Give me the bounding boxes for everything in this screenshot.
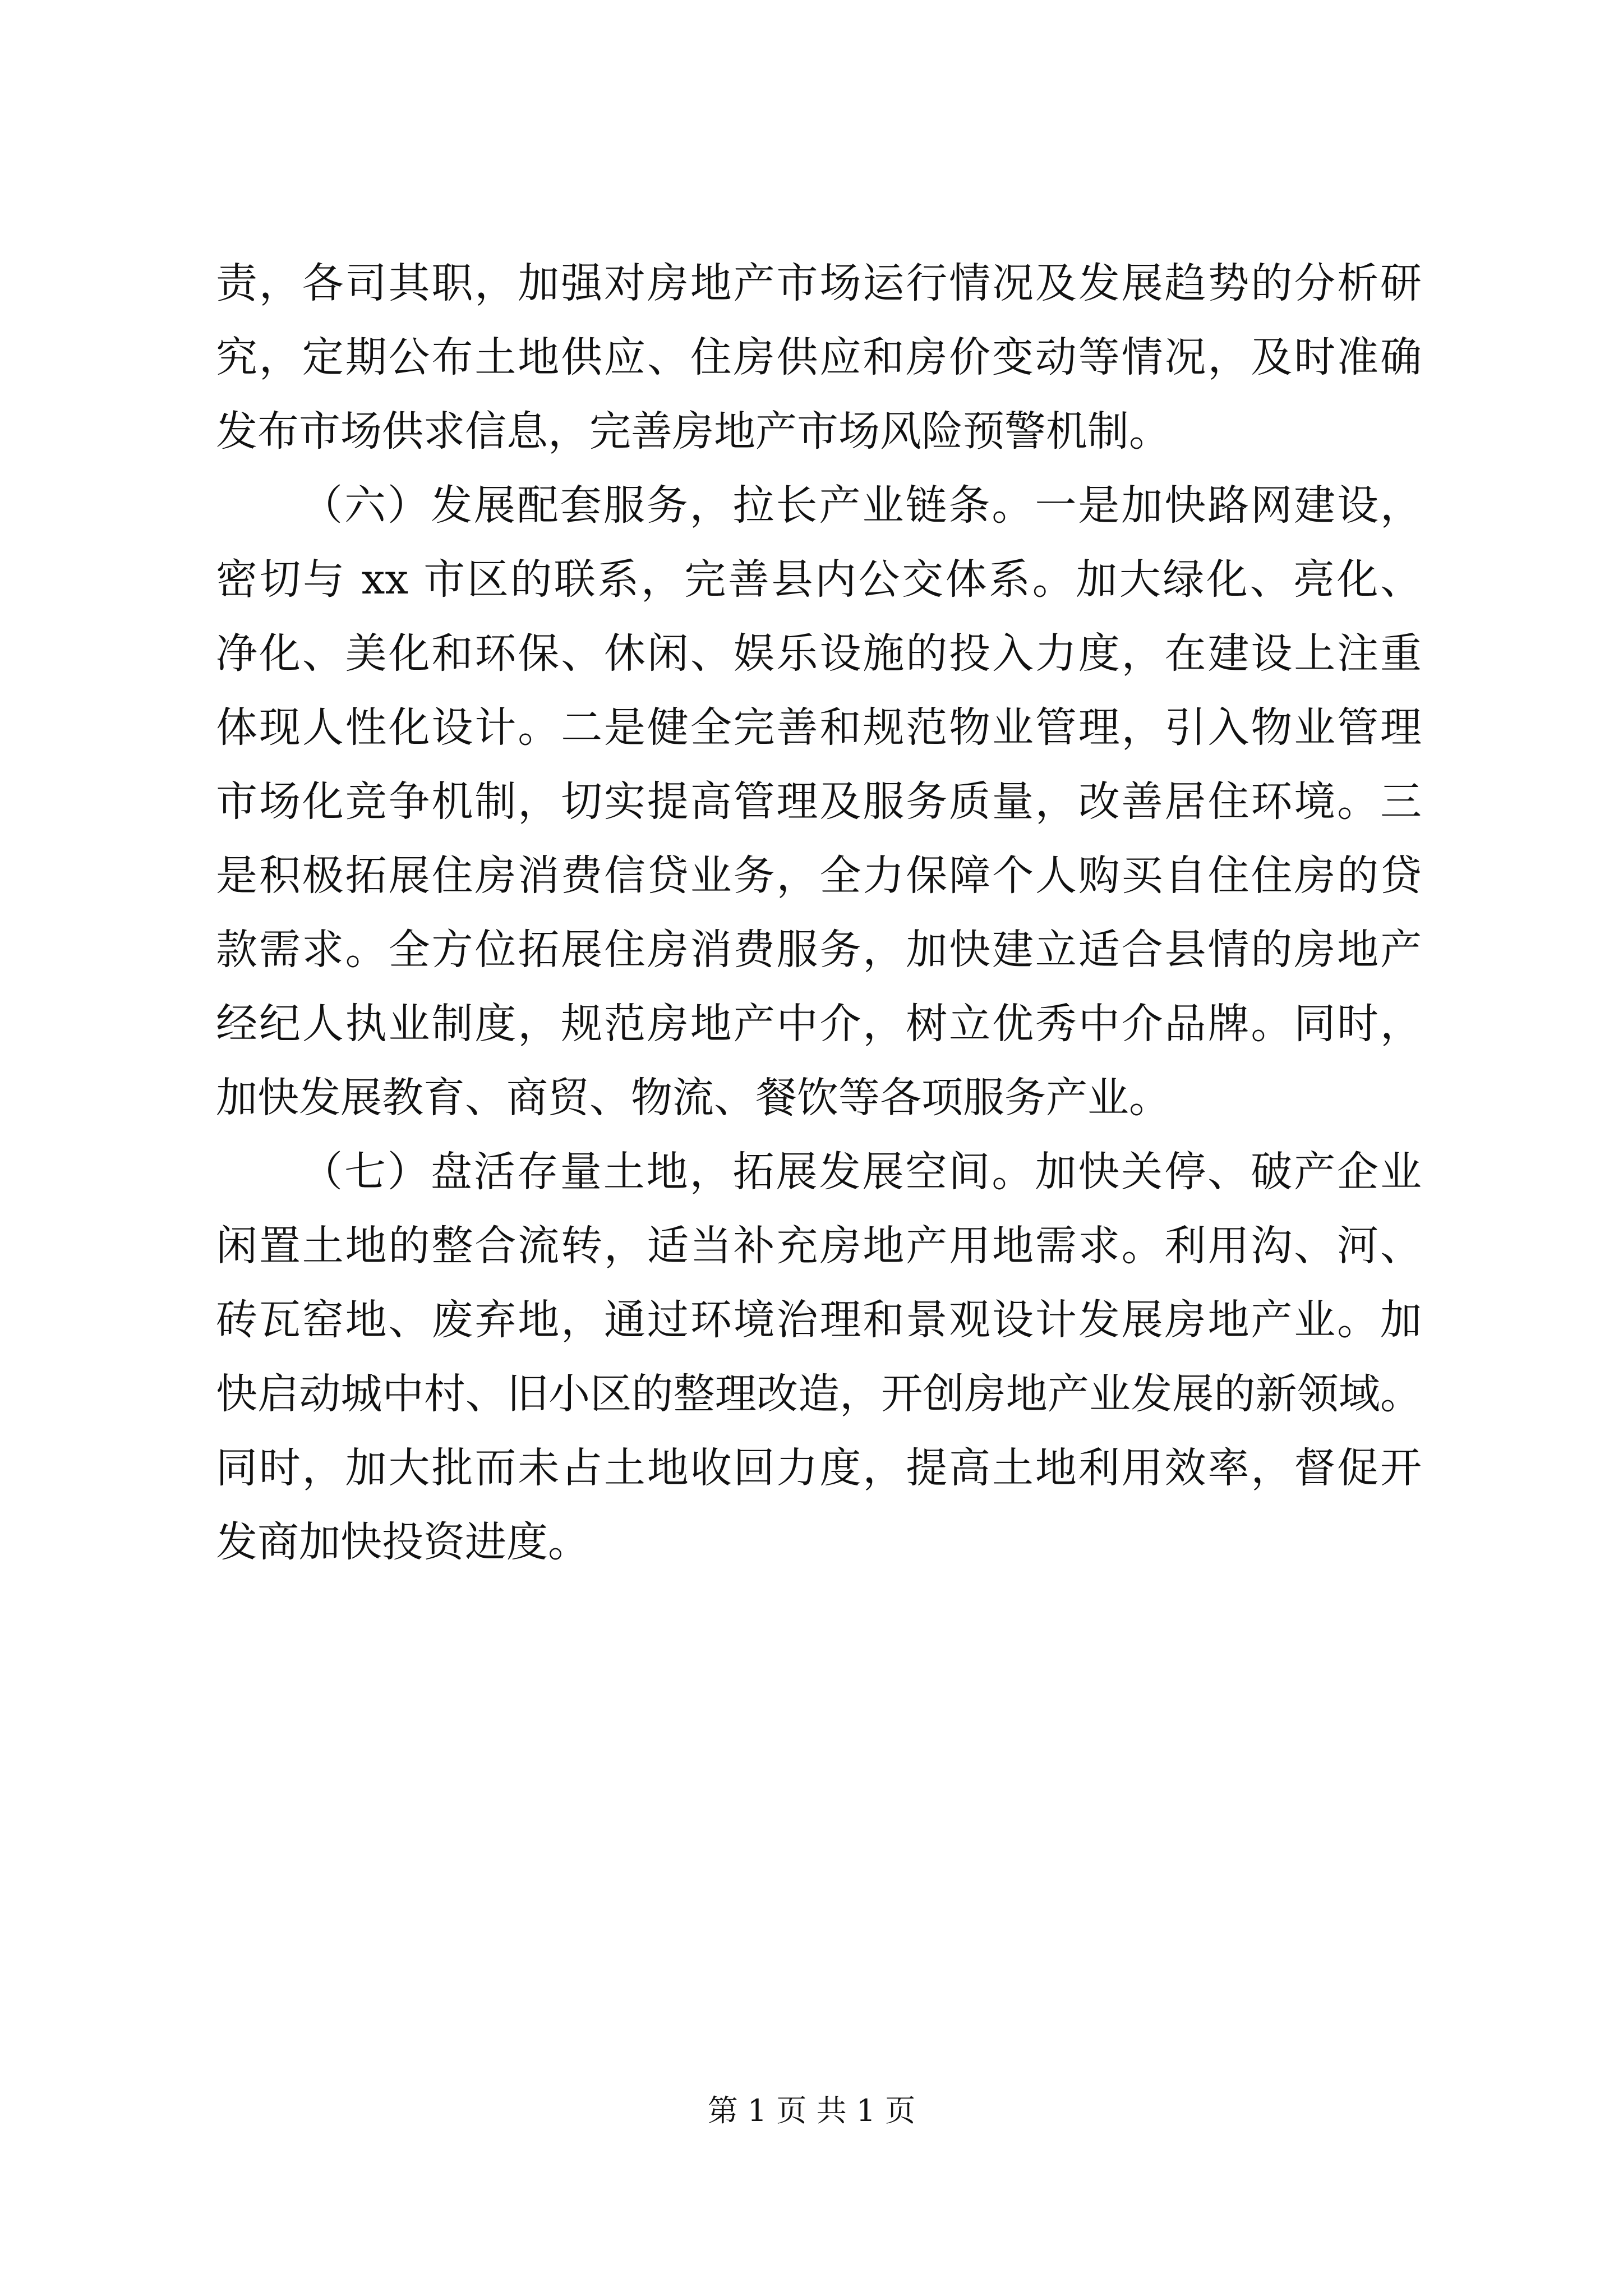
- text-line: 同时，加大批而未占土地收回力度，提高土地利用效率，督促开: [216, 1444, 1422, 1492]
- text-line: 密切与 xx 市区的联系，完善县内公交体系。加大绿化、亮化、: [216, 555, 1422, 604]
- text-line: 责，各司其职，加强对房地产市场运行情况及发展趋势的分析研: [216, 259, 1422, 307]
- text-line: 发布市场供求信息，完善房地产市场风险预警机制。: [216, 407, 1170, 455]
- text-line: 经纪人执业制度，规范房地产中介，树立优秀中介品牌。同时，: [216, 1000, 1422, 1048]
- text-line: 净化、美化和环保、休闲、娱乐设施的投入力度，在建设上注重: [216, 629, 1422, 678]
- page-number-footer: 第 1 页 共 1 页: [707, 2093, 916, 2128]
- text-line: 究，定期公布土地供应、住房供应和房价变动等情况，及时准确: [216, 333, 1422, 381]
- text-line: 砖瓦窑地、废弃地，通过环境治理和景观设计发展房地产业。加: [216, 1296, 1422, 1344]
- text-line: 体现人性化设计。二是健全完善和规范物业管理，引入物业管理: [216, 703, 1422, 752]
- paragraph-heading-line: （七）盘活存量土地，拓展发展空间。加快关停、破产企业: [301, 1148, 1422, 1196]
- text-line: 款需求。全方位拓展住房消费服务，加快建立适合县情的房地产: [216, 926, 1422, 974]
- text-line: 加快发展教育、商贸、物流、餐饮等各项服务产业。: [216, 1074, 1170, 1122]
- text-line: 发商加快投资进度。: [216, 1518, 589, 1566]
- text-line: 闲置土地的整合流转，适当补充房地产用地需求。利用沟、河、: [216, 1222, 1422, 1270]
- text-line: 快启动城中村、旧小区的整理改造，开创房地产业发展的新领域。: [216, 1370, 1422, 1418]
- text-line: 是积极拓展住房消费信贷业务，全力保障个人购买自住住房的贷: [216, 852, 1422, 900]
- text-line: 市场化竞争机制，切实提高管理及服务质量，改善居住环境。三: [216, 777, 1422, 826]
- paragraph-heading-line: （六）发展配套服务，拉长产业链条。一是加快路网建设，: [301, 481, 1422, 530]
